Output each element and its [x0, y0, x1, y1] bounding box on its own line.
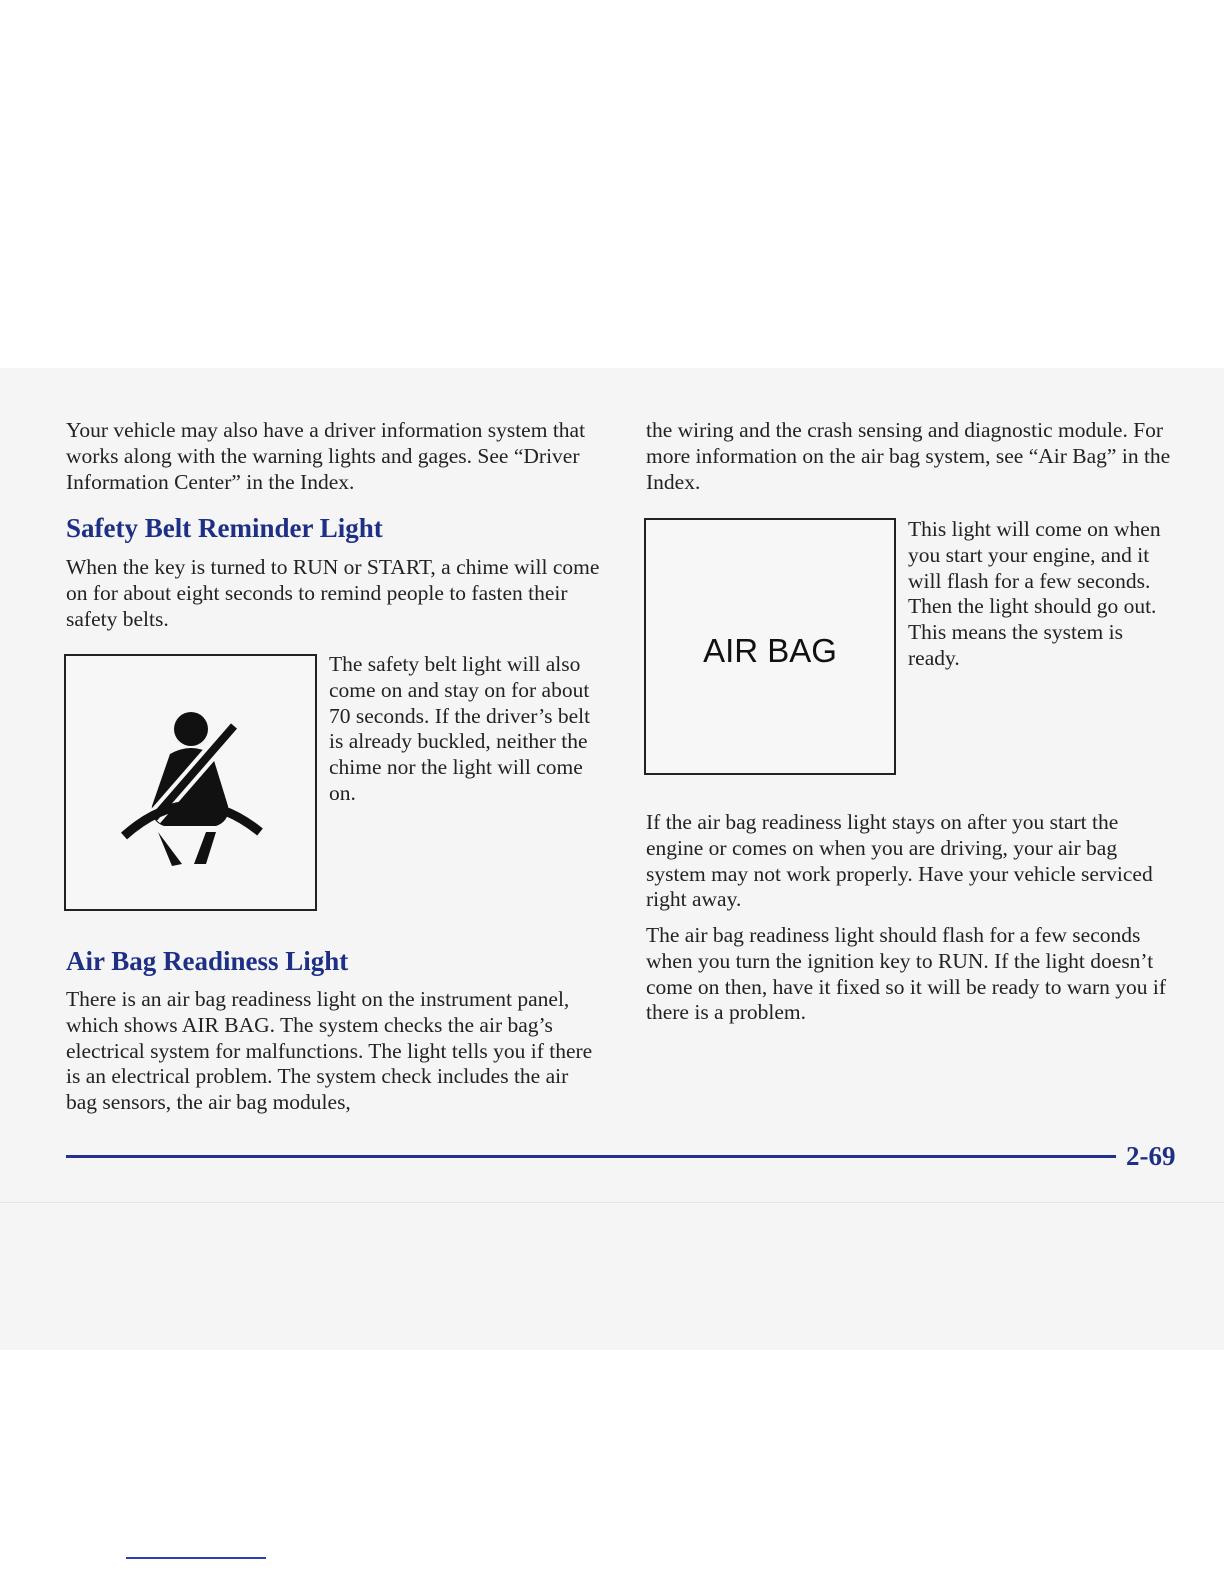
air-bag-flash-paragraph: The air bag readiness light should flash for a few seconds when you turn the ignition key to RUN. If the light doesn’t come on then, have it fixed so it will be ready to warn you if there is a problem.: [646, 923, 1167, 1025]
air-bag-readiness-heading: Air Bag Readiness Light: [66, 946, 349, 976]
right-column: [646, 418, 1182, 495]
continued-paragraph: the wiring and the crash sensing and diagnostic module. For more information on the air bag system, see “Air Bag” in the Index.: [646, 418, 1171, 494]
bottom-link-underline[interactable]: [126, 1557, 266, 1559]
air-bag-figure: [644, 518, 896, 775]
air-bag-stays-on-paragraph: If the air bag readiness light stays on after you start the engine or comes on when you are driving, your air bag system may not work properly. Have your vehicle serviced right away.: [646, 810, 1153, 912]
safety-belt-figure: [64, 654, 317, 911]
footer-rule: [66, 1155, 1116, 1158]
safety-belt-paragraph: When the key is turned to RUN or START, a chime will come on for about eight seconds to remind people to fasten their safety belts.: [66, 555, 600, 631]
safety-belt-heading: Safety Belt Reminder Light: [66, 513, 383, 543]
air-bag-side-text: This light will come on when you start your engine, and it will flash for a few seconds. Then the light should go out. This means the system is ready.: [908, 517, 1161, 670]
intro-paragraph: Your vehicle may also have a driver information system that works along with the warning lights and gages. See “Driver Information Center” in the Index.: [66, 418, 586, 494]
safety-belt-icon: [66, 656, 315, 909]
air-bag-indicator-label: AIR BAG: [703, 632, 837, 669]
page-number: 2-69: [1126, 1141, 1176, 1171]
left-column: [66, 418, 606, 495]
safety-belt-side-text: The safety belt light will also come on and stay on for about 70 seconds. If the driver’s belt is already buckled, neither the chime nor the light will come on.: [329, 652, 591, 805]
air-bag-readiness-paragraph: There is an air bag readiness light on the instrument panel, which shows AIR BAG. The system checks the air bag’s electrical system for malfunctions. The light tells you if there is an electrical problem. The system check includes the air bag sensors, the air bag modules,: [66, 987, 593, 1115]
page-edge-divider: [0, 1202, 1224, 1203]
